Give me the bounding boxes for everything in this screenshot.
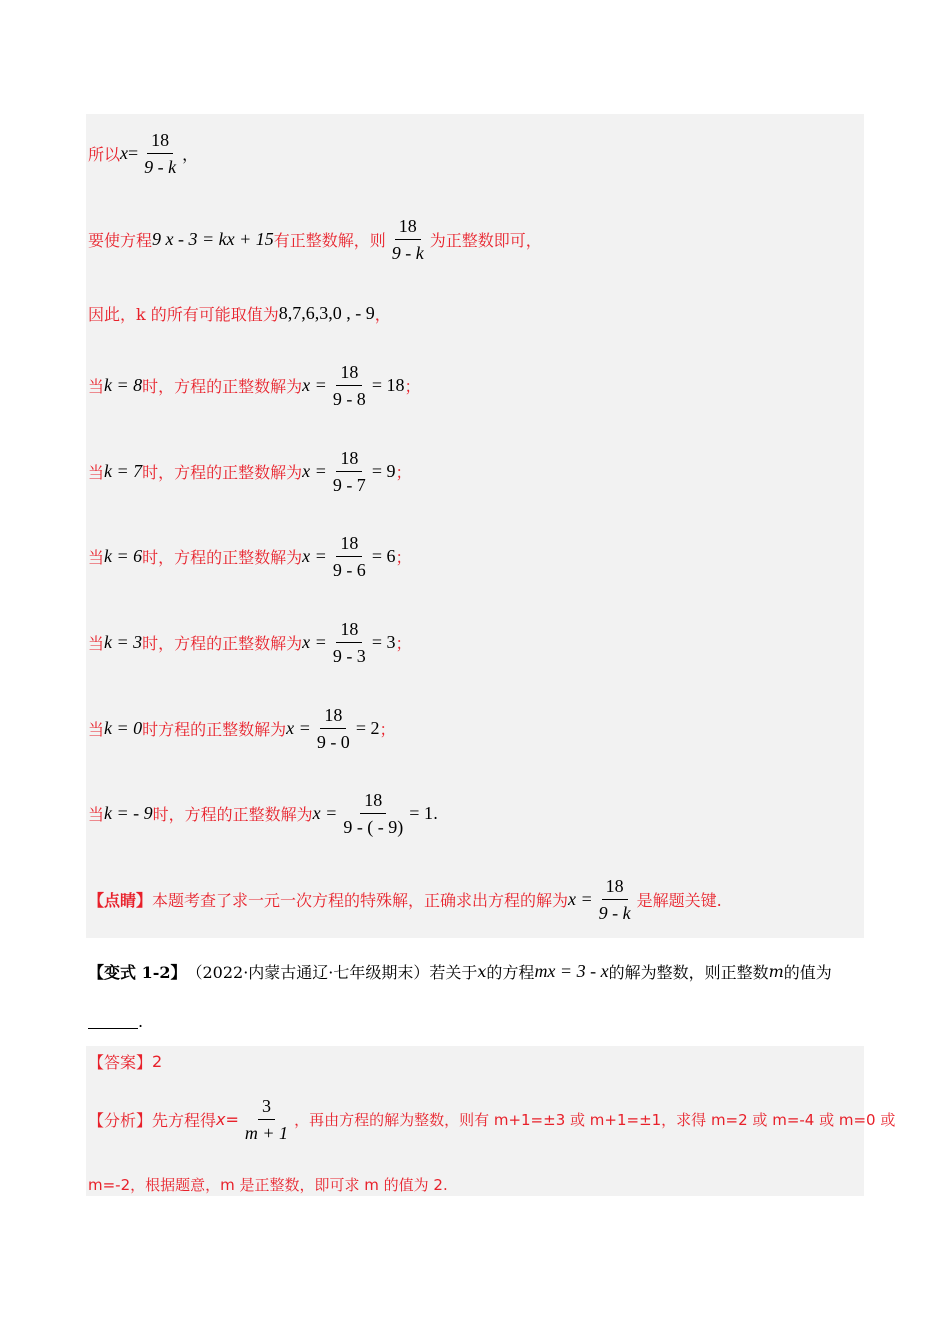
text: ，再由方程的解为整数，则有 m+1=±3 或 m+1=±1，求得 m=2 或 m=-4 或 m=0 或: [294, 1111, 896, 1129]
math-k: k = 8: [104, 375, 143, 395]
denominator: 9 - 8: [332, 389, 366, 409]
text: 要使方程: [88, 231, 153, 250]
math-x: x =: [302, 461, 327, 481]
numerator: 18: [360, 790, 386, 814]
text: ；: [404, 377, 421, 396]
math-x: x=: [216, 1110, 239, 1129]
fraction: [241, 1096, 292, 1143]
math-values: 8,7,6,3,0 , - 9: [278, 303, 375, 323]
answer-blank: [88, 1014, 138, 1029]
denominator: 9 - 3: [332, 646, 366, 666]
denominator: 9 - k: [598, 903, 631, 923]
point-line: [88, 876, 722, 923]
case-line: [88, 705, 395, 752]
math-result: = 6: [371, 546, 396, 566]
text: 当: [88, 634, 105, 653]
question-label: 【变式 1-2】: [88, 963, 187, 982]
text: .: [138, 1012, 144, 1031]
text: 为正整数即可，: [429, 231, 542, 250]
numerator: 18: [320, 705, 346, 729]
math-k: k = - 9: [104, 803, 153, 823]
denominator: 9 - k: [391, 243, 424, 263]
analysis-line-2: [88, 1174, 448, 1195]
math-result: = 9: [371, 461, 396, 481]
math-x: x =: [286, 718, 311, 738]
denominator: 9 - 6: [332, 560, 366, 580]
math-x: x =: [568, 889, 593, 909]
text: 的解为整数，则正整数: [608, 963, 769, 982]
text: 时，方程的正整数解为: [152, 805, 313, 824]
denominator: m + 1: [244, 1123, 289, 1143]
text: 的方程: [486, 963, 535, 982]
text: ，: [182, 145, 199, 164]
case-line: [88, 619, 411, 666]
fraction: [329, 448, 370, 495]
solution-line-3: [88, 302, 391, 325]
text: 因此，k 的所有可能取值为: [88, 305, 279, 324]
text: 本题考查了求一元一次方程的特殊解，正确求出方程的解为: [152, 891, 569, 910]
numerator: 18: [602, 876, 628, 900]
math-equation: 9 x - 3 = kx + 15: [152, 229, 274, 249]
answer-value: 2: [152, 1052, 163, 1071]
text: 先方程得: [152, 1111, 217, 1130]
math-k: k = 3: [104, 632, 143, 652]
math-var: x: [477, 962, 487, 981]
text: 是解题关键.: [636, 891, 722, 910]
text: 时方程的正整数解为: [142, 720, 287, 739]
math-result: = 3: [371, 632, 396, 652]
solution-line-1: [88, 130, 198, 177]
question-line: [88, 960, 832, 983]
math-x: x =: [302, 375, 327, 395]
math-x: x =: [312, 803, 338, 823]
math-k: k = 0: [104, 718, 143, 738]
denominator: 9 - k: [144, 157, 177, 177]
fraction: [329, 362, 370, 409]
math-var: x: [120, 143, 129, 163]
point-label: 【点睛】: [88, 891, 153, 910]
denominator: 9 - ( - 9): [343, 817, 404, 837]
text: ，: [374, 305, 391, 324]
math-x: x =: [302, 546, 327, 566]
case-line: [88, 790, 438, 837]
text: 当: [88, 463, 105, 482]
math-eq: =: [128, 143, 139, 163]
answer-line: [88, 1050, 162, 1073]
fraction: [313, 705, 354, 752]
numerator: 18: [336, 448, 362, 472]
text: 的值为: [783, 963, 832, 982]
math-var: m: [768, 962, 784, 981]
numerator: 18: [336, 619, 362, 643]
text: .: [432, 804, 439, 823]
fraction: [339, 790, 407, 837]
text: 当: [88, 377, 105, 396]
answer-label: 【答案】: [88, 1053, 153, 1072]
math-x: x =: [302, 632, 327, 652]
case-line: [88, 362, 420, 409]
solution-line-2: [88, 216, 542, 263]
analysis-line-1: [88, 1096, 895, 1143]
text: m=-2，根据题意，m 是正整数，即可求 m 的值为 2.: [88, 1176, 448, 1194]
denominator: 9 - 0: [316, 732, 350, 752]
math-k: k = 6: [104, 546, 143, 566]
math-result: = 1: [409, 803, 433, 823]
numerator: 3: [258, 1096, 275, 1120]
text: 当: [88, 720, 105, 739]
text: 有正整数解，则: [273, 231, 386, 250]
case-line: [88, 533, 411, 580]
text: ；: [379, 720, 396, 739]
text: 当: [88, 548, 105, 567]
analysis-label: 【分析】: [88, 1111, 153, 1130]
math-equation: mx = 3 - x: [534, 961, 609, 981]
math-result: = 2: [355, 718, 380, 738]
fraction: [388, 216, 428, 263]
fraction: [140, 130, 180, 177]
fraction: [329, 533, 370, 580]
math-result: = 18: [371, 375, 405, 395]
text: ；: [395, 634, 412, 653]
text: 所以: [88, 145, 121, 164]
math-k: k = 7: [104, 461, 143, 481]
denominator: 9 - 7: [332, 475, 366, 495]
text: ；: [395, 463, 412, 482]
text: （2022·内蒙古通辽·七年级期末）若关于: [186, 963, 478, 982]
question-blank-line: [88, 1012, 143, 1031]
text: 时，方程的正整数解为: [142, 634, 303, 653]
text: 当: [88, 805, 105, 824]
numerator: 18: [147, 130, 173, 154]
text: 时，方程的正整数解为: [142, 377, 303, 396]
text: ；: [395, 548, 412, 567]
numerator: 18: [336, 533, 362, 557]
numerator: 18: [336, 362, 362, 386]
fraction: [329, 619, 370, 666]
case-line: [88, 448, 411, 495]
fraction: [595, 876, 635, 923]
text: 时，方程的正整数解为: [142, 463, 303, 482]
numerator: 18: [395, 216, 421, 240]
text: 时，方程的正整数解为: [142, 548, 303, 567]
